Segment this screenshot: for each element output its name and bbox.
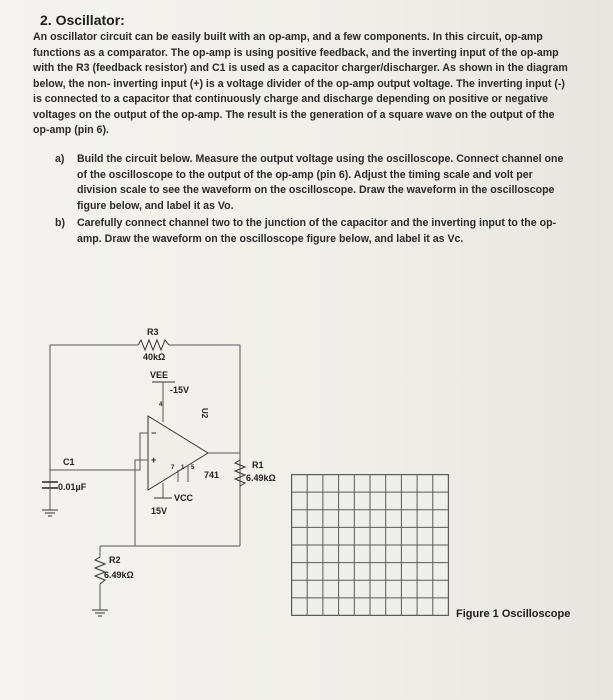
task-list	[55, 152, 575, 249]
task-text: Build the circuit below. Measure the output voltage using the oscilloscope. Connect channel one of the oscilloscope to the output of the op-amp (pin 6). Adjust the timing scale and volt per division scale to see the waveform on the oscilloscope. Draw the waveform in the oscilloscope figure below, and label it as Vo.	[77, 153, 564, 212]
resistor-r3	[138, 340, 169, 350]
vcc-value-label: 15V	[151, 506, 168, 516]
intro-paragraph: An oscillator circuit can be easily built with an op-amp, and a few components. In this circuit, op-amp functions as a comparator. The op-amp is using positive feedback, and the inverting input of the op-amp with the R3 (feedback resistor) and C1 is used as a capacitor charger/discharger. As shown in the diagram below, the non- inverting input (+) is a voltage divider of the op-amp output voltage. The inverting input (-) is connected to a capacitor that continuously charge and discharge depending on positive or negative voltages on the output of the op-amp. The result is the generation of a square wave on the output of the op-amp (pin 6).	[33, 31, 568, 136]
wire	[50, 345, 138, 490]
c1-name-label: C1	[63, 457, 75, 467]
r1-value-label: 6.49kΩ	[246, 473, 276, 483]
wire	[135, 460, 148, 546]
vee-value-label: -15V	[170, 385, 190, 395]
r3-value-label: 40kΩ	[143, 352, 166, 362]
task-item-a	[55, 152, 575, 214]
r2-name-label: R2	[109, 555, 121, 565]
pin-label: 4	[159, 402, 163, 408]
pin-label: 7	[171, 465, 175, 471]
c1-value-label: 0.01µF	[58, 482, 87, 492]
r3-name-label: R3	[147, 327, 159, 337]
oscillator-circuit-diagram	[30, 320, 320, 620]
pin-label: 5	[191, 465, 195, 471]
r2-value-label: 6.49kΩ	[104, 570, 134, 580]
r1-name-label: R1	[252, 460, 264, 470]
task-label: b)	[55, 217, 65, 229]
figure-caption: Figure 1 Oscilloscope	[456, 608, 571, 620]
section-heading: 2. Oscillator:	[40, 12, 125, 28]
task-text: Carefully connect channel two to the junction of the capacitor and the inverting input to the op-amp. Draw the waveform on the oscilloscope figure below, and label it as Vc.	[77, 217, 557, 245]
task-item-b	[55, 216, 575, 247]
vcc-label: VCC	[174, 493, 194, 503]
inverting-input-sign: −	[151, 428, 157, 438]
u2-label: U2	[200, 408, 209, 419]
task-label: a)	[55, 153, 65, 165]
vee-label: VEE	[150, 370, 169, 380]
pin-label: 1	[181, 465, 185, 471]
oscilloscope-grid	[291, 474, 449, 616]
opamp-model-label: 741	[204, 470, 220, 480]
noninverting-input-sign: +	[151, 455, 157, 465]
